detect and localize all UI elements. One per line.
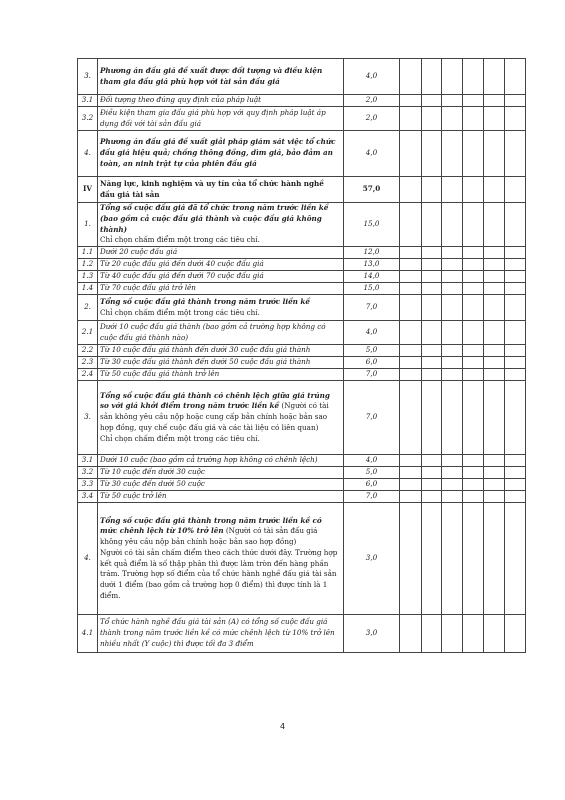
score-cell <box>484 345 505 357</box>
criterion-text: Chỉ chọn chấm điểm một trong các tiêu chí. <box>100 307 260 317</box>
criterion-text: Từ 30 cuộc đấu giá thành đến dưới 50 cuộc đấu giá thành <box>100 357 311 367</box>
row-number: 1.4 <box>78 283 98 295</box>
score-cell <box>400 107 422 131</box>
score-cell <box>400 271 422 283</box>
criterion-text: Tổng số cuộc đấu giá đã tổ chức trong năm trước liền kề (bao gồm cả cuộc đấu giá thành và cuộc đấu giá không thành) <box>100 203 329 234</box>
score-cell <box>505 203 526 247</box>
criterion-description <box>98 455 344 467</box>
table-row <box>78 615 526 653</box>
row-number: 2.3 <box>78 357 98 369</box>
score-cell <box>400 95 422 107</box>
score-cell <box>463 203 484 247</box>
criterion-description <box>98 321 344 345</box>
max-points: 2,0 <box>344 107 400 131</box>
score-cell <box>505 491 526 503</box>
score-cell <box>422 59 442 95</box>
criterion-description <box>98 177 344 203</box>
max-points: 7,0 <box>344 491 400 503</box>
row-number: 3.2 <box>78 467 98 479</box>
score-cell <box>463 357 484 369</box>
score-cell <box>463 503 484 615</box>
max-points: 4,0 <box>344 131 400 177</box>
score-cell <box>400 321 422 345</box>
criterion-text: Phương án đấu giá đề xuất giải pháp giám sát việc tổ chức đấu giá hiệu quả; chống thông đồng, dìm giá, bảo đảm an toàn, an ninh trật tự của phiên đấu giá <box>100 137 336 168</box>
row-number: 2.2 <box>78 345 98 357</box>
score-cell <box>505 177 526 203</box>
table-row <box>78 455 526 467</box>
score-cell <box>422 95 442 107</box>
row-number: 2.4 <box>78 369 98 381</box>
table-row <box>78 479 526 491</box>
score-cell <box>422 203 442 247</box>
score-cell <box>422 455 442 467</box>
score-cell <box>463 131 484 177</box>
max-points: 7,0 <box>344 369 400 381</box>
score-cell <box>400 59 422 95</box>
max-points: 7,0 <box>344 295 400 321</box>
score-cell <box>505 321 526 345</box>
max-points: 5,0 <box>344 467 400 479</box>
table-row <box>78 491 526 503</box>
criterion-description <box>98 467 344 479</box>
table-row <box>78 503 526 615</box>
row-number: 3. <box>78 381 98 455</box>
max-points: 15,0 <box>344 283 400 295</box>
score-cell <box>484 321 505 345</box>
score-cell <box>422 131 442 177</box>
criterion-description <box>98 369 344 381</box>
criterion-text: Đối tượng theo đúng quy định của pháp luật <box>100 95 262 105</box>
score-cell <box>463 259 484 271</box>
score-cell <box>400 369 422 381</box>
table-row <box>78 467 526 479</box>
score-cell <box>442 95 463 107</box>
score-cell <box>442 369 463 381</box>
score-cell <box>463 177 484 203</box>
max-points: 4,0 <box>344 321 400 345</box>
criterion-description <box>98 259 344 271</box>
criterion-description <box>98 615 344 653</box>
table-row <box>78 259 526 271</box>
score-cell <box>505 615 526 653</box>
score-cell <box>442 479 463 491</box>
criterion-text: Từ 10 cuộc đến dưới 30 cuộc <box>100 467 205 477</box>
score-cell <box>505 467 526 479</box>
max-points: 5,0 <box>344 345 400 357</box>
row-number: 4. <box>78 503 98 615</box>
criterion-text: Từ 50 cuộc đấu giá thành trở lên <box>100 369 220 379</box>
max-points: 3,0 <box>344 615 400 653</box>
score-cell <box>484 59 505 95</box>
score-cell <box>442 295 463 321</box>
criterion-text: Từ 20 cuộc đấu giá đến dưới 40 cuộc đấu giá <box>100 259 264 269</box>
criterion-text: Từ 50 cuộc trở lên <box>100 491 167 501</box>
score-cell <box>505 259 526 271</box>
criterion-text: Tổng số cuộc đấu giá thành trong năm trước liền kề <box>100 296 310 306</box>
score-cell <box>463 381 484 455</box>
criterion-text: Chỉ chọn chấm điểm một trong các tiêu chí. <box>100 433 260 443</box>
score-cell <box>505 271 526 283</box>
table-row <box>78 321 526 345</box>
table-row <box>78 131 526 177</box>
table-row <box>78 283 526 295</box>
score-cell <box>484 369 505 381</box>
score-cell <box>484 467 505 479</box>
score-cell <box>442 381 463 455</box>
score-cell <box>422 295 442 321</box>
row-number: 1. <box>78 203 98 247</box>
score-cell <box>484 295 505 321</box>
score-cell <box>442 615 463 653</box>
max-points: 2,0 <box>344 95 400 107</box>
score-cell <box>505 131 526 177</box>
score-cell <box>484 259 505 271</box>
score-cell <box>400 467 422 479</box>
score-cell <box>400 203 422 247</box>
score-cell <box>505 107 526 131</box>
score-cell <box>400 345 422 357</box>
table-row <box>78 271 526 283</box>
scoring-table-body <box>78 59 526 653</box>
row-number: 2.1 <box>78 321 98 345</box>
row-number: 1.2 <box>78 259 98 271</box>
score-cell <box>463 369 484 381</box>
score-cell <box>422 271 442 283</box>
score-cell <box>463 295 484 321</box>
score-cell <box>505 295 526 321</box>
score-cell <box>505 247 526 259</box>
row-number: 1.3 <box>78 271 98 283</box>
score-cell <box>505 381 526 455</box>
score-cell <box>422 177 442 203</box>
max-points: 6,0 <box>344 357 400 369</box>
score-cell <box>505 369 526 381</box>
score-cell <box>463 95 484 107</box>
criterion-text: Tổ chức hành nghề đấu giá tài sản (A) có tổng số cuộc đấu giá thành trong năm trước liền kề có mức chênh lệch từ 10% trở lên nhiều nhất (Y cuộc) thì được tối đa 3 điểm <box>100 617 335 649</box>
score-cell <box>422 381 442 455</box>
score-cell <box>400 295 422 321</box>
score-cell <box>400 503 422 615</box>
score-cell <box>484 381 505 455</box>
max-points: 15,0 <box>344 203 400 247</box>
score-cell <box>442 345 463 357</box>
table-row <box>78 345 526 357</box>
criterion-text: Dưới 10 cuộc đấu giá thành (bao gồm cả trường hợp không có cuộc đấu giá thành nào) <box>100 321 326 342</box>
row-number: 2. <box>78 295 98 321</box>
score-cell <box>400 615 422 653</box>
score-cell <box>484 357 505 369</box>
score-cell <box>505 503 526 615</box>
criterion-text: Tổng số cuộc đấu giá thành có chênh lệch giữa giá trúng so với giá khởi điểm trong năm trước liền kề <box>100 390 330 411</box>
criterion-description <box>98 271 344 283</box>
score-cell <box>422 479 442 491</box>
criterion-text: Từ 40 cuộc đấu giá đến dưới 70 cuộc đấu giá <box>100 271 264 281</box>
max-points: 4,0 <box>344 455 400 467</box>
score-cell <box>442 467 463 479</box>
row-number: 3.3 <box>78 479 98 491</box>
score-cell <box>463 467 484 479</box>
table-row <box>78 369 526 381</box>
criterion-text: (Người có tài sản đấu giá không yêu cầu nộp bản chính hoặc bản sao hợp đồng) <box>100 526 318 547</box>
table-row <box>78 203 526 247</box>
max-points: 13,0 <box>344 259 400 271</box>
score-cell <box>442 259 463 271</box>
score-cell <box>463 615 484 653</box>
score-cell <box>422 357 442 369</box>
score-cell <box>463 479 484 491</box>
row-number: 3. <box>78 59 98 95</box>
score-cell <box>422 615 442 653</box>
score-cell <box>484 503 505 615</box>
criterion-text: Từ 30 cuộc đến dưới 50 cuộc <box>100 479 205 489</box>
criterion-description <box>98 59 344 95</box>
score-cell <box>400 247 422 259</box>
max-points: 12,0 <box>344 247 400 259</box>
criterion-description <box>98 247 344 259</box>
row-number: 3.1 <box>78 95 98 107</box>
score-cell <box>442 177 463 203</box>
table-row <box>78 295 526 321</box>
table-row <box>78 357 526 369</box>
score-cell <box>400 479 422 491</box>
criterion-text: Người có tài sản chấm điểm theo cách thức dưới đây. Trường hợp kết quả điểm là số thập phân thì được làm tròn đến hàng phần trăm. Trường hợp số điểm của tổ chức hành nghề đấu giá tài sản dưới 1 điểm (bao gồm cả trường hợp 0 điểm) thì được tính là 1 điểm. <box>100 547 338 601</box>
score-cell <box>400 491 422 503</box>
row-number: IV <box>78 177 98 203</box>
criterion-description <box>98 479 344 491</box>
score-cell <box>422 345 442 357</box>
score-cell <box>442 131 463 177</box>
row-number: 1.1 <box>78 247 98 259</box>
criterion-text: Điều kiện tham gia đấu giá phù hợp với quy định pháp luật áp dụng đối với tài sản đấu giá <box>100 107 326 128</box>
criterion-description <box>98 203 344 247</box>
scoring-table <box>77 58 526 653</box>
score-cell <box>442 321 463 345</box>
criterion-description <box>98 131 344 177</box>
score-cell <box>505 345 526 357</box>
score-cell <box>463 345 484 357</box>
score-cell <box>422 491 442 503</box>
score-cell <box>505 479 526 491</box>
score-cell <box>400 357 422 369</box>
score-cell <box>422 259 442 271</box>
score-cell <box>505 283 526 295</box>
criterion-description <box>98 283 344 295</box>
score-cell <box>484 283 505 295</box>
score-cell <box>484 107 505 131</box>
max-points: 57,0 <box>344 177 400 203</box>
score-cell <box>400 381 422 455</box>
score-cell <box>422 503 442 615</box>
criterion-description <box>98 95 344 107</box>
score-cell <box>484 491 505 503</box>
score-cell <box>463 455 484 467</box>
score-cell <box>463 491 484 503</box>
table-row <box>78 95 526 107</box>
score-cell <box>484 271 505 283</box>
score-cell <box>484 95 505 107</box>
criterion-description <box>98 381 344 455</box>
score-cell <box>422 247 442 259</box>
score-cell <box>484 177 505 203</box>
page-number: 4 <box>279 722 286 731</box>
criterion-description <box>98 503 344 615</box>
criterion-description <box>98 345 344 357</box>
score-cell <box>442 503 463 615</box>
score-cell <box>484 455 505 467</box>
criterion-text: Phương án đấu giá đề xuất được đối tượng và điều kiện tham gia đấu giá phù hợp với tài sản đấu giá <box>100 65 323 86</box>
criterion-text: Dưới 10 cuộc (bao gồm cả trường hợp không có chênh lệch) <box>100 455 318 465</box>
row-number: 4. <box>78 131 98 177</box>
score-cell <box>484 479 505 491</box>
row-number: 3.1 <box>78 455 98 467</box>
score-cell <box>442 455 463 467</box>
max-points: 7,0 <box>344 381 400 455</box>
max-points: 3,0 <box>344 503 400 615</box>
table-row <box>78 247 526 259</box>
criterion-text: (Người có tài sản không yêu cầu nộp hoặc cung cấp bản chính hoặc bản sao hợp đồng, quy chế cuộc đấu giá và các tài liệu có liên quan) <box>100 401 329 433</box>
row-number: 3.4 <box>78 491 98 503</box>
criterion-description <box>98 491 344 503</box>
row-number: 4.1 <box>78 615 98 653</box>
score-cell <box>484 203 505 247</box>
score-cell <box>484 131 505 177</box>
score-cell <box>442 107 463 131</box>
score-cell <box>463 321 484 345</box>
criterion-text: Dưới 20 cuộc đấu giá <box>100 247 178 257</box>
score-cell <box>442 283 463 295</box>
score-cell <box>484 615 505 653</box>
score-cell <box>505 357 526 369</box>
score-cell <box>422 369 442 381</box>
score-cell <box>422 283 442 295</box>
max-points: 4,0 <box>344 59 400 95</box>
max-points: 14,0 <box>344 271 400 283</box>
score-cell <box>400 131 422 177</box>
criterion-description <box>98 107 344 131</box>
score-cell <box>422 321 442 345</box>
score-cell <box>400 177 422 203</box>
score-cell <box>400 455 422 467</box>
score-cell <box>442 247 463 259</box>
criterion-text: Chỉ chọn chấm điểm một trong các tiêu chí. <box>100 235 260 245</box>
score-cell <box>422 467 442 479</box>
score-cell <box>442 271 463 283</box>
table-row <box>78 59 526 95</box>
score-cell <box>484 247 505 259</box>
criterion-description <box>98 295 344 321</box>
criterion-text: Tổng số cuộc đấu giá thành trong năm trước liền kề có mức chênh lệch từ 10% trở lên <box>100 515 322 536</box>
score-cell <box>463 59 484 95</box>
score-cell <box>505 59 526 95</box>
table-row <box>78 107 526 131</box>
score-cell <box>400 259 422 271</box>
score-cell <box>463 107 484 131</box>
row-number: 3.2 <box>78 107 98 131</box>
criterion-text: Từ 70 cuộc đấu giá trở lên <box>100 283 196 293</box>
score-cell <box>463 271 484 283</box>
max-points: 6,0 <box>344 479 400 491</box>
score-cell <box>442 203 463 247</box>
score-cell <box>505 95 526 107</box>
criterion-text: Từ 10 cuộc đấu giá thành đến dưới 30 cuộc đấu giá thành <box>100 345 311 355</box>
score-cell <box>442 59 463 95</box>
criterion-description <box>98 357 344 369</box>
score-cell <box>463 283 484 295</box>
criterion-text: Năng lực, kinh nghiệm và uy tín của tổ chức hành nghề đấu giá tài sản <box>100 178 324 199</box>
table-row <box>78 381 526 455</box>
table-row <box>78 177 526 203</box>
score-cell <box>400 283 422 295</box>
score-cell <box>442 491 463 503</box>
score-cell <box>422 107 442 131</box>
score-cell <box>463 247 484 259</box>
score-cell <box>505 455 526 467</box>
score-cell <box>442 357 463 369</box>
